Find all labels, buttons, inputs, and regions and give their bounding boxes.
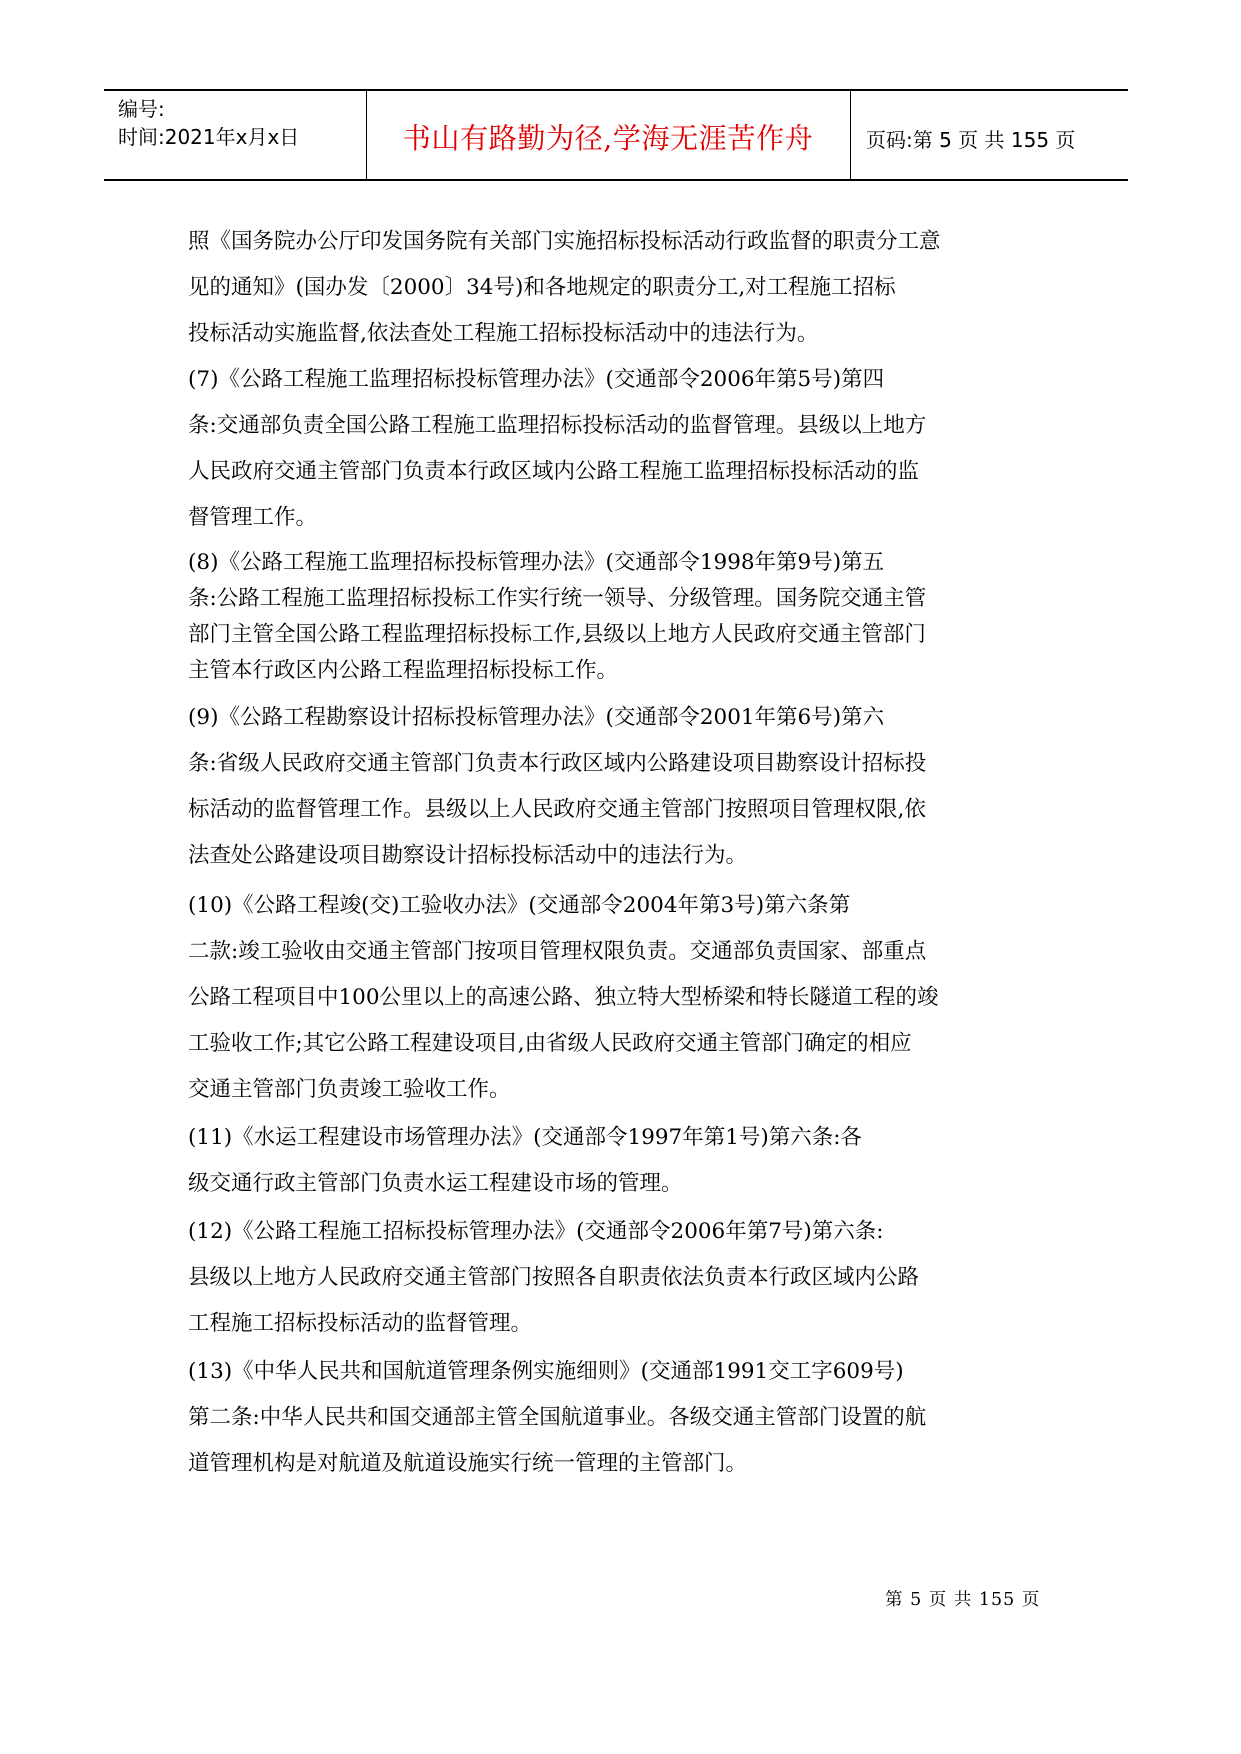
body-line: (9)《公路工程勘察设计招标投标管理办法》(交通部令2001年第6号)第六 — [188, 705, 885, 730]
body-line: 条:省级人民政府交通主管部门负责本行政区域内公路建设项目勘察设计招标投 — [188, 751, 927, 776]
body-line: (13)《中华人民共和国航道管理条例实施细则》(交通部1991交工字609号) — [188, 1359, 904, 1384]
body-line: 工验收工作;其它公路工程建设项目,由省级人民政府交通主管部门确定的相应 — [188, 1031, 912, 1056]
body-line: 法查处公路建设项目勘察设计招标投标活动中的违法行为。 — [188, 843, 748, 868]
body-line: (12)《公路工程施工招标投标管理办法》(交通部令2006年第7号)第六条: — [188, 1219, 884, 1244]
header-divider-right — [850, 91, 851, 179]
body-line: 条:交通部负责全国公路工程施工监理招标投标活动的监督管理。县级以上地方 — [188, 413, 927, 438]
body-line: 督管理工作。 — [188, 505, 318, 530]
body-line: 条:公路工程施工监理招标投标工作实行统一领导、分级管理。国务院交通主管 — [188, 586, 927, 611]
body-line: 第二条:中华人民共和国交通部主管全国航道事业。各级交通主管部门设置的航 — [188, 1405, 927, 1430]
document-date-label: 时间:2021年x月x日 — [118, 125, 300, 149]
body-line: (8)《公路工程施工监理招标投标管理办法》(交通部令1998年第9号)第五 — [188, 550, 885, 575]
body-line: 照《国务院办公厅印发国务院有关部门实施招标投标活动行政监督的职责分工意 — [188, 229, 941, 254]
document-number-label: 编号: — [118, 97, 165, 121]
body-line: 人民政府交通主管部门负责本行政区域内公路工程施工监理招标投标活动的监 — [188, 459, 920, 484]
body-line: 见的通知》(国办发〔2000〕34号)和各地规定的职责分工,对工程施工招标 — [188, 275, 896, 300]
body-line: 二款:竣工验收由交通主管部门按项目管理权限负责。交通部负责国家、部重点 — [188, 939, 927, 964]
header-page-number: 页码:第 5 页 共 155 页 — [866, 128, 1076, 152]
body-line: 工程施工招标投标活动的监督管理。 — [188, 1311, 533, 1336]
body-line: 级交通行政主管部门负责水运工程建设市场的管理。 — [188, 1171, 683, 1196]
header-meta — [118, 95, 299, 151]
body-line: 投标活动实施监督,依法查处工程施工招标投标活动中的违法行为。 — [188, 321, 819, 346]
page-footer-number: 第 5 页 共 155 页 — [885, 1590, 1041, 1610]
body-line: (7)《公路工程施工监理招标投标管理办法》(交通部令2006年第5号)第四 — [188, 367, 885, 392]
header-motto: 书山有路勤为径,学海无涯苦作舟 — [402, 122, 814, 155]
body-line: 主管本行政区内公路工程监理招标投标工作。 — [188, 658, 619, 683]
page-header — [104, 89, 1128, 181]
body-line: (11)《水运工程建设市场管理办法》(交通部令1997年第1号)第六条:各 — [188, 1125, 863, 1150]
body-line: 道管理机构是对航道及航道设施实行统一管理的主管部门。 — [188, 1451, 748, 1476]
body-line: (10)《公路工程竣(交)工验收办法》(交通部令2004年第3号)第六条第 — [188, 893, 851, 918]
body-line: 县级以上地方人民政府交通主管部门按照各自职责依法负责本行政区域内公路 — [188, 1265, 920, 1290]
body-line: 部门主管全国公路工程监理招标投标工作,县级以上地方人民政府交通主管部门 — [188, 622, 926, 647]
body-line: 公路工程项目中100公里以上的高速公路、独立特大型桥梁和特长隧道工程的竣 — [188, 985, 939, 1010]
body-line: 交通主管部门负责竣工验收工作。 — [188, 1077, 511, 1102]
body-line: 标活动的监督管理工作。县级以上人民政府交通主管部门按照项目管理权限,依 — [188, 797, 926, 822]
